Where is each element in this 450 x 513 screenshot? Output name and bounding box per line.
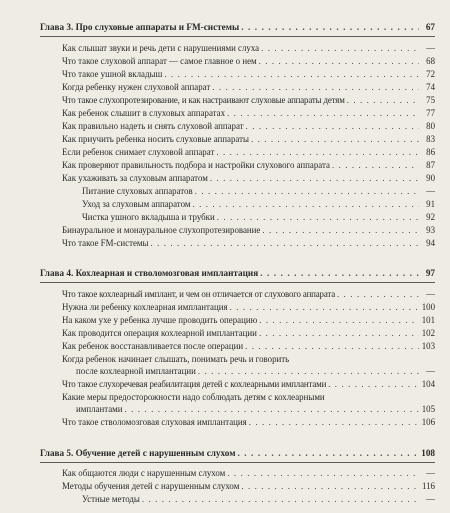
page-number: 92 [426, 212, 435, 222]
toc-entry[interactable] [62, 147, 435, 158]
toc-entry[interactable] [62, 108, 435, 119]
toc-subentry[interactable] [82, 494, 435, 505]
page-number: — [426, 468, 435, 478]
entry-title: Как слышат звуки и речь дети с нарушениями слуха [62, 43, 260, 53]
toc-entry[interactable] [62, 56, 435, 67]
entry-title: Глава 4. Кохлеарная и стволомозговая имплантация [40, 268, 259, 278]
entry-title: Глава 5. Обучение детей с нарушенным слухом [40, 448, 236, 458]
page-number: 86 [426, 147, 435, 157]
entry-title: Как проверяют правильность подбора и настройки слухового аппарата [62, 160, 330, 170]
entry-title: после кохлеарной имплантации [76, 366, 196, 376]
page-number: 75 [426, 95, 435, 105]
toc-entry[interactable] [62, 82, 435, 93]
page-number: — [426, 43, 435, 53]
toc-entry[interactable] [62, 417, 435, 428]
entry-title: Какие меры предосторожности надо соблюдать детям с кохлеарными [62, 392, 325, 402]
leader-dots [212, 82, 419, 93]
entry-title: Что такое слухопротезирование, и как настраивают слуховые аппараты детям [62, 95, 345, 105]
toc-entry[interactable] [62, 315, 435, 326]
entry-title: Как общаются люди с нарушенным слухом [62, 468, 226, 478]
leader-dots [195, 186, 419, 197]
page-number: 80 [426, 121, 435, 131]
entry-title: Что такое FM-системы [62, 238, 149, 248]
entry-title: Что такое слуховой аппарат — самое главное о нем [62, 56, 257, 66]
leader-dots [260, 268, 419, 279]
page-number: 72 [426, 69, 435, 79]
toc-entry[interactable] [62, 95, 435, 106]
leader-dots [259, 56, 419, 67]
page-number: 101 [421, 315, 435, 325]
leader-dots [332, 160, 419, 171]
entry-title: Методы обучения детей с нарушенным слухом [62, 481, 240, 491]
toc-chapter-5[interactable] [40, 448, 435, 459]
entry-title: На каком ухе у ребенка лучше проводить операцию [62, 315, 258, 325]
toc-entry[interactable] [62, 43, 435, 54]
toc-entry[interactable] [62, 225, 435, 236]
entry-title: Что такое кохлеарный имплант, и чем он отличается от слухового аппарата [62, 289, 336, 299]
toc-chapter-4[interactable] [40, 268, 435, 279]
leader-dots [164, 69, 419, 80]
entry-title: Как правильно надеть и снять слуховой аппарат [62, 121, 244, 131]
leader-dots [125, 404, 419, 415]
entry-title: Уход за слуховым аппаратом [82, 199, 191, 209]
leader-dots [230, 302, 419, 313]
entry-title: Когда ребенку нужен слуховой аппарат [62, 82, 211, 92]
entry-title: Чистка ушного вкладыша и трубки [82, 212, 215, 222]
toc-entry-line1[interactable] [62, 392, 435, 403]
leader-dots [259, 328, 419, 339]
leader-dots [227, 108, 419, 119]
entry-title: Что такое ушной вкладыш [62, 69, 163, 79]
page-number: 67 [425, 22, 435, 32]
entry-title: Когда ребенок начинает слышать, понимать речь и говорить [62, 354, 290, 364]
entry-title: Как ребенок восстанавливается после операции [62, 341, 244, 351]
leader-dots [198, 366, 419, 377]
page-number: — [426, 186, 435, 196]
entry-title: Питание слуховых аппаратов [82, 186, 193, 196]
leader-dots [217, 212, 419, 223]
toc-subentry[interactable] [82, 186, 435, 197]
leader-dots [249, 417, 419, 428]
toc-entry[interactable] [62, 302, 435, 313]
page-number: 102 [421, 328, 435, 338]
chapter-divider [40, 282, 435, 283]
page-number: 83 [426, 134, 435, 144]
toc-entry[interactable] [62, 160, 435, 171]
page-number: 100 [421, 302, 435, 312]
entry-title: Бинауральное и монауральное слухопротезирование [62, 225, 261, 235]
page-number: 74 [426, 82, 435, 92]
page-number: — [426, 289, 435, 299]
entry-title: Как приучить ребенка носить слуховые аппараты [62, 134, 249, 144]
toc-entry-line2[interactable] [76, 404, 435, 415]
page-number: 97 [425, 268, 435, 278]
leader-dots [347, 95, 419, 106]
toc-entry[interactable] [62, 481, 435, 492]
entry-title: имплантами [76, 404, 123, 414]
chapter-divider [40, 36, 435, 37]
leader-dots [210, 173, 419, 184]
toc-entry[interactable] [62, 69, 435, 80]
entry-title: Как ребенок слышит в слуховых аппаратах [62, 108, 226, 118]
page-number: — [426, 494, 435, 504]
entry-title: Глава 3. Про слуховые аппараты и FM-системы [40, 22, 240, 32]
page-number: 106 [421, 417, 435, 427]
page-number: 90 [426, 173, 435, 183]
entry-title: Что такое слухоречевая реабилитация детей с кохлеарными имплантами [62, 379, 327, 389]
leader-dots [328, 379, 419, 390]
toc-entry[interactable] [62, 238, 435, 249]
entry-title: Если ребенок снимает слуховой аппарат [62, 147, 215, 157]
toc-entry-line2[interactable] [76, 366, 435, 377]
toc-chapter-3[interactable] [40, 22, 435, 33]
leader-dots [142, 494, 419, 505]
entry-title: Нужна ли ребенку кохлеарная имплантация [62, 302, 228, 312]
entry-title: Как ухаживать за слуховым аппаратом [62, 173, 208, 183]
page-number: — [426, 366, 435, 376]
toc-subentry[interactable] [82, 199, 435, 210]
leader-dots [259, 315, 419, 326]
page-number: 104 [421, 379, 435, 389]
page-number: 103 [421, 341, 435, 351]
leader-dots [192, 199, 419, 210]
leader-dots [216, 147, 419, 158]
page-number: 116 [422, 481, 435, 491]
page-number: 93 [426, 225, 435, 235]
leader-dots [246, 121, 419, 132]
leader-dots [241, 22, 419, 33]
leader-dots [150, 238, 419, 249]
toc-entry[interactable] [62, 121, 435, 132]
page-number: 77 [426, 108, 435, 118]
leader-dots [241, 481, 419, 492]
leader-dots [251, 134, 419, 145]
leader-dots [337, 289, 419, 300]
leader-dots [227, 468, 419, 479]
entry-title: Устные методы [82, 494, 140, 504]
page-number: 68 [426, 56, 435, 66]
toc-subentry[interactable] [82, 212, 435, 223]
leader-dots [237, 448, 419, 459]
toc-entry[interactable] [62, 328, 435, 339]
leader-dots [245, 341, 419, 352]
toc-entry[interactable] [62, 173, 435, 184]
page-number: 87 [426, 160, 435, 170]
toc-entry[interactable] [62, 468, 435, 479]
page-number: 94 [426, 238, 435, 248]
toc-entry[interactable] [62, 341, 435, 352]
toc-entry-line1[interactable] [62, 354, 435, 365]
toc-entry[interactable] [62, 289, 435, 300]
entry-title: Как проводится операция кохлеарной имплантации [62, 328, 257, 338]
chapter-divider [40, 462, 435, 463]
toc-entry[interactable] [62, 379, 435, 390]
leader-dots [262, 225, 419, 236]
leader-dots [261, 43, 419, 54]
entry-title: Что такое стволомозговая слуховая имплантация [62, 417, 247, 427]
page-number: 91 [426, 199, 435, 209]
page-number: 108 [421, 448, 435, 458]
toc-entry[interactable] [62, 134, 435, 145]
page-number: 105 [421, 404, 435, 414]
